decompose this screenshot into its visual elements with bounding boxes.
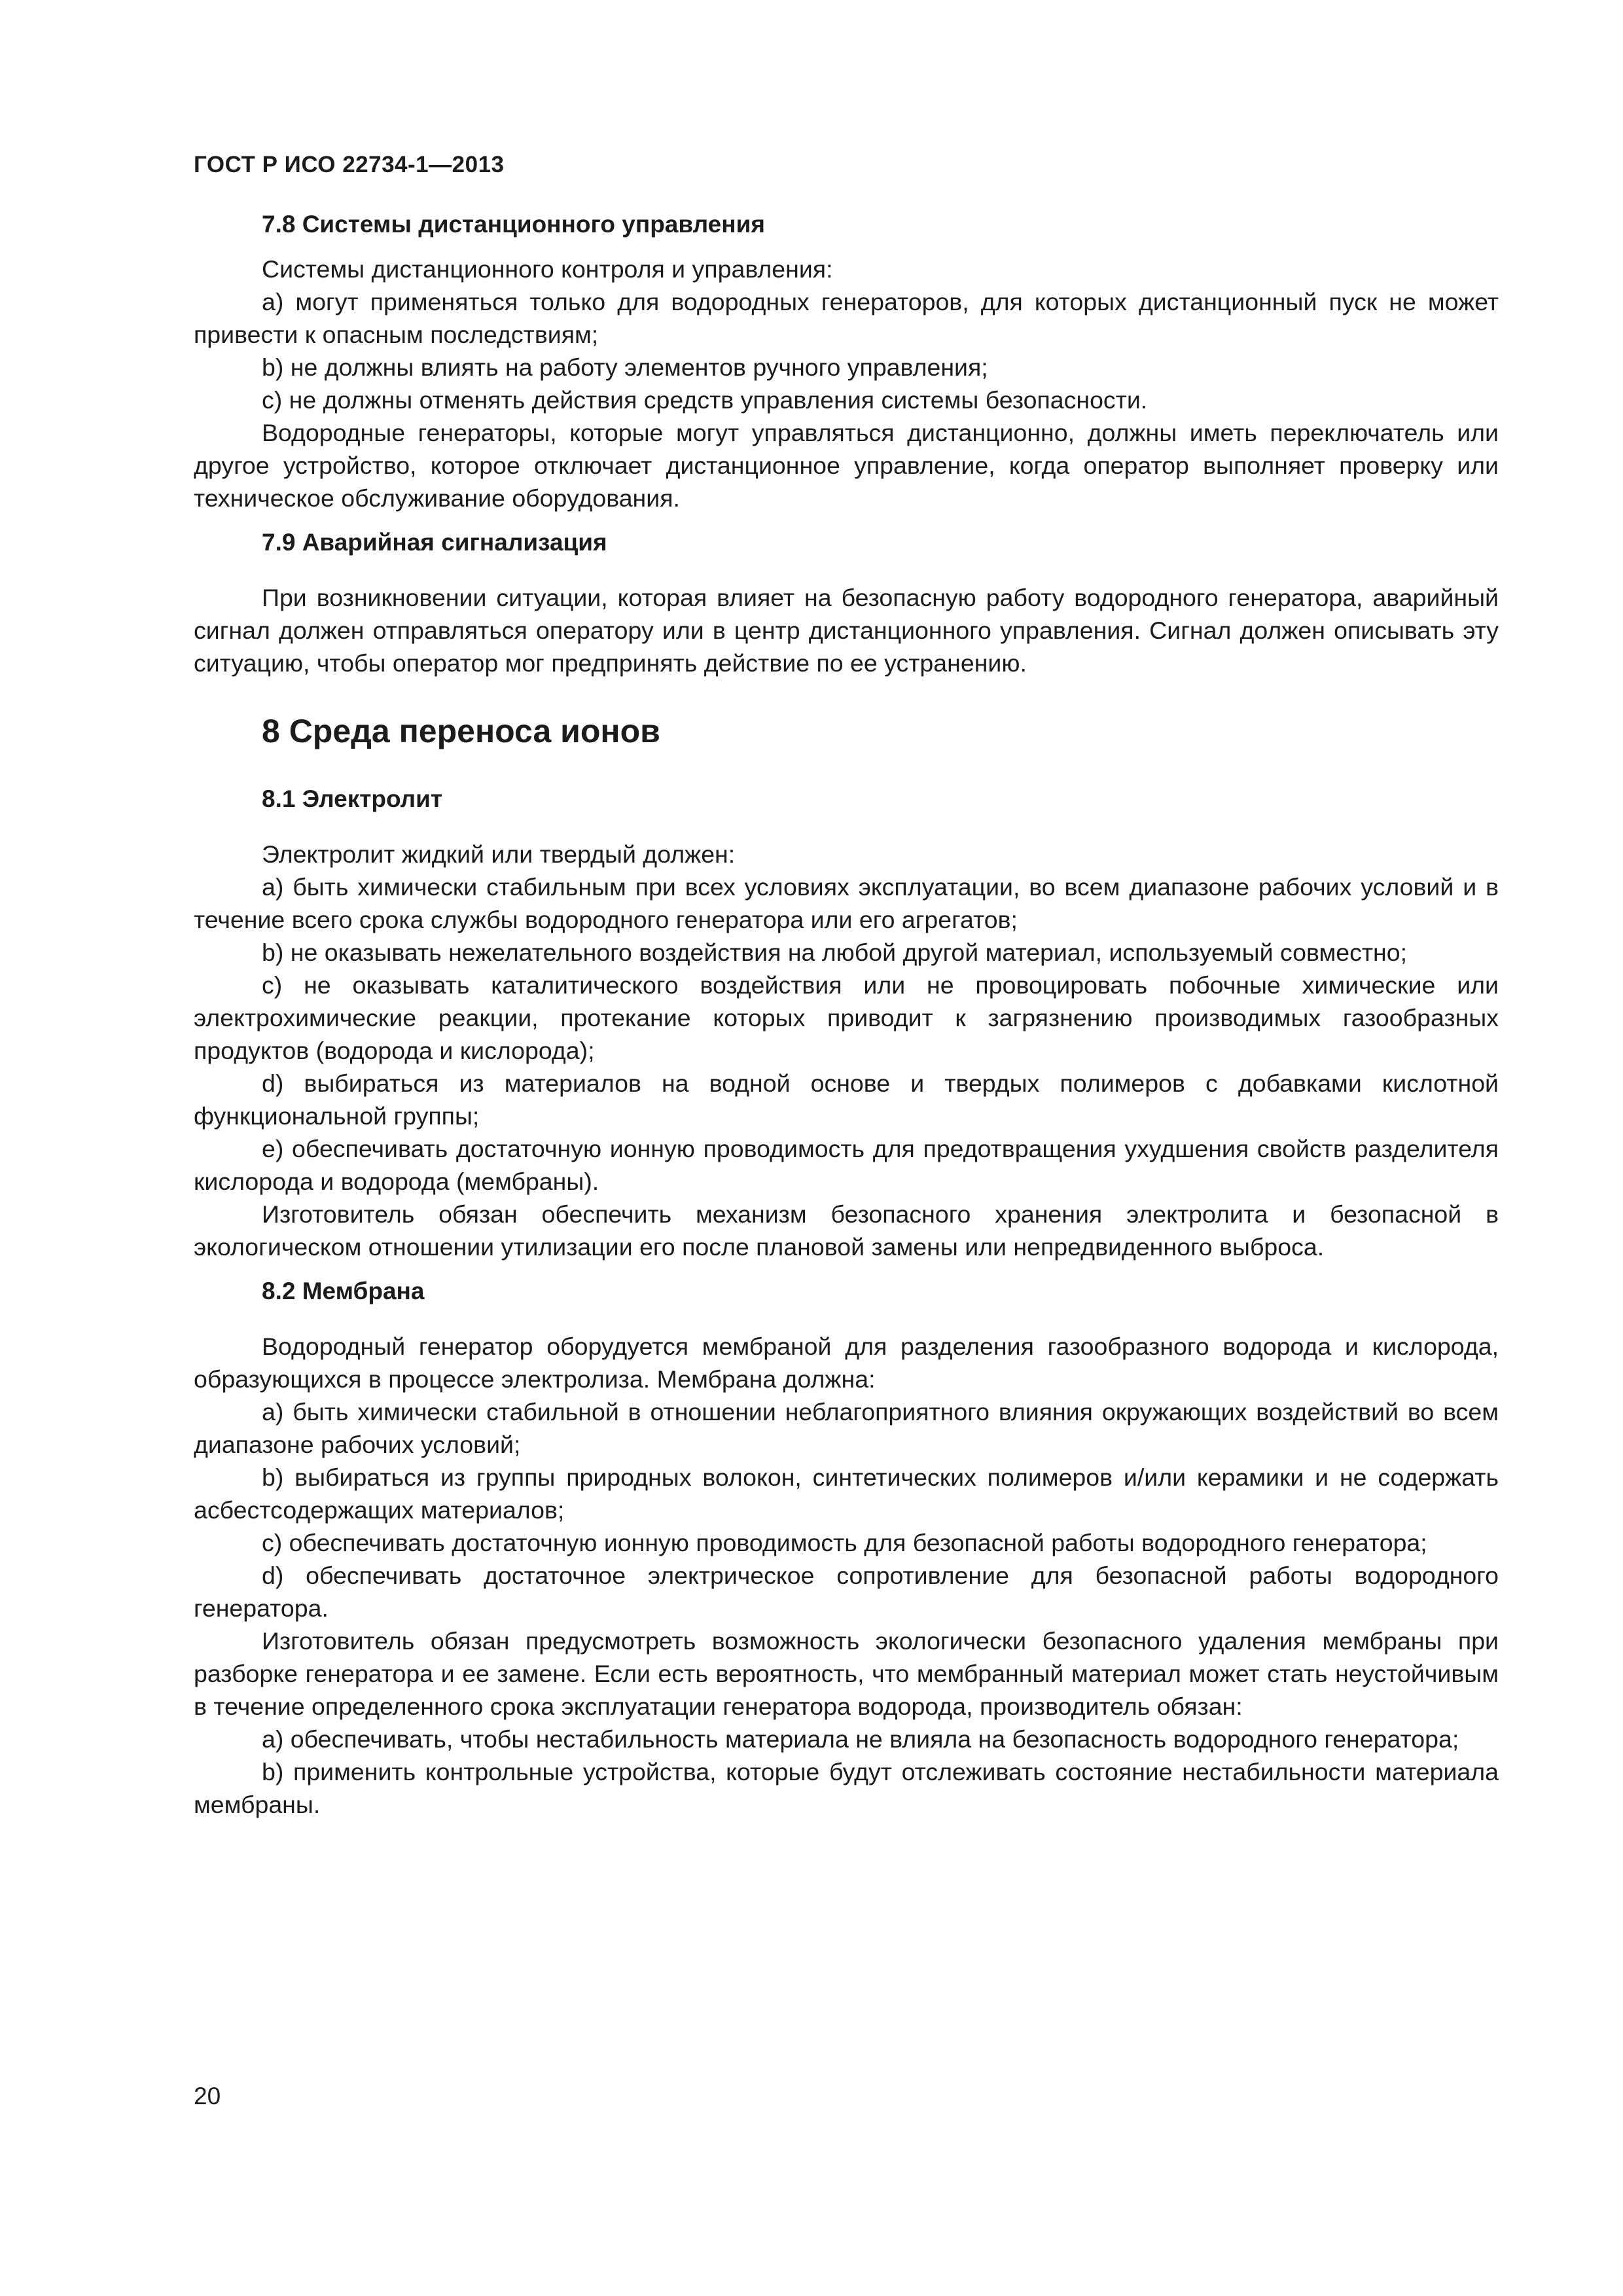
section-7-8-title: 7.8 Системы дистанционного управления	[262, 211, 765, 238]
section-8-1-item-a: a) быть химически стабильным при всех условиях эксплуатации, во всем диапазоне рабочих условий и в течение всего срока службы водородного генератора или его агрегатов;	[194, 873, 1499, 933]
section-8-1-para-2: Изготовитель обязан обеспечить механизм безопасного хранения электролита и безопасной в экологическом отношении утилизации его после плановой замены или непредвиденного выброса.	[194, 1200, 1499, 1261]
section-7-8-item-a: a) могут применяться только для водородных генераторов, для которых дистанционный пуск не может привести к опасным последствиям;	[194, 288, 1499, 348]
section-7-8-para-1: Системы дистанционного контроля и управления:	[262, 255, 833, 283]
section-8-1-item-c: c) не оказывать каталитического воздействия или не провоцировать побочные химические или электрохимические реакции, протекание которых приводит к загрязнению производимых газообразных продуктов (водорода и кислорода);	[194, 971, 1499, 1064]
section-8-2-para-1: Водородный генератор оборудуется мембраной для разделения газообразного водорода и кислорода, образующихся в процессе электролиза. Мембрана должна:	[194, 1333, 1499, 1393]
document-code-header: ГОСТ Р ИСО 22734-1—2013	[194, 152, 505, 177]
section-8-1-para-1: Электролит жидкий или твердый должен:	[262, 840, 736, 868]
section-8-2-subitem-b: b) применить контрольные устройства, которые будут отслеживать состояние нестабильности материала мембраны.	[194, 1758, 1499, 1818]
section-7-8-para-2: Водородные генераторы, которые могут управляться дистанционно, должны иметь переключатель или другое устройство, которое отключает дистанционное управление, когда оператор выполняет проверку или техническое обслуживание оборудования.	[194, 419, 1499, 512]
page-number: 20	[194, 2083, 221, 2109]
section-8-1-title: 8.1 Электролит	[262, 785, 443, 812]
section-8-1-item-e: e) обеспечивать достаточную ионную проводимость для предотвращения ухудшения свойств разделителя кислорода и водорода (мембраны).	[194, 1135, 1499, 1195]
section-8-1-item-b: b) не оказывать нежелательного воздействия на любой другой материал, используемый совместно;	[262, 939, 1408, 966]
section-8-2-item-c: c) обеспечивать достаточную ионную проводимость для безопасной работы водородного генератора;	[262, 1529, 1427, 1556]
section-7-8-item-c: c) не должны отменять действия средств управления системы безопасности.	[262, 386, 1148, 414]
section-8-2-title: 8.2 Мембрана	[262, 1278, 425, 1304]
section-8-1-item-d: d) выбираться из материалов на водной основе и твердых полимеров с добавками кислотной функциональной группы;	[194, 1069, 1499, 1130]
section-8-title: 8 Среда переноса ионов	[262, 713, 660, 749]
section-8-2-item-a: a) быть химически стабильной в отношении неблагоприятного влияния окружающих воздействий во всем диапазоне рабочих условий;	[194, 1398, 1499, 1458]
section-8-2-item-b: b) выбираться из группы природных волокон, синтетических полимеров и/или керамики и не содержать асбестсодержащих материалов;	[194, 1463, 1499, 1524]
section-7-8-item-b: b) не должны влиять на работу элементов ручного управления;	[262, 353, 988, 381]
section-7-9-title: 7.9 Аварийная сигнализация	[262, 529, 607, 556]
section-8-2-item-d: d) обеспечивать достаточное электрическое сопротивление для безопасной работы водородного генератора.	[194, 1562, 1499, 1622]
section-8-2-subitem-a: a) обеспечивать, чтобы нестабильность материала не влияла на безопасность водородного генератора;	[262, 1725, 1459, 1753]
section-7-9-para-1: При возникновении ситуации, которая влияет на безопасную работу водородного генератора, аварийный сигнал должен отправляться оператору или в центр дистанционного управления. Сигнал должен описывать эту ситуацию, чтобы оператор мог предпринять действие по ее устранению.	[194, 584, 1499, 677]
section-8-2-para-2: Изготовитель обязан предусмотреть возможность экологически безопасного удаления мембраны при разборке генератора и ее замене. Если есть вероятность, что мембранный материал может стать неустойчивым в течение определенного срока эксплуатации генератора водорода, производитель обязан:	[194, 1627, 1499, 1720]
document-body	[194, 208, 1499, 1821]
